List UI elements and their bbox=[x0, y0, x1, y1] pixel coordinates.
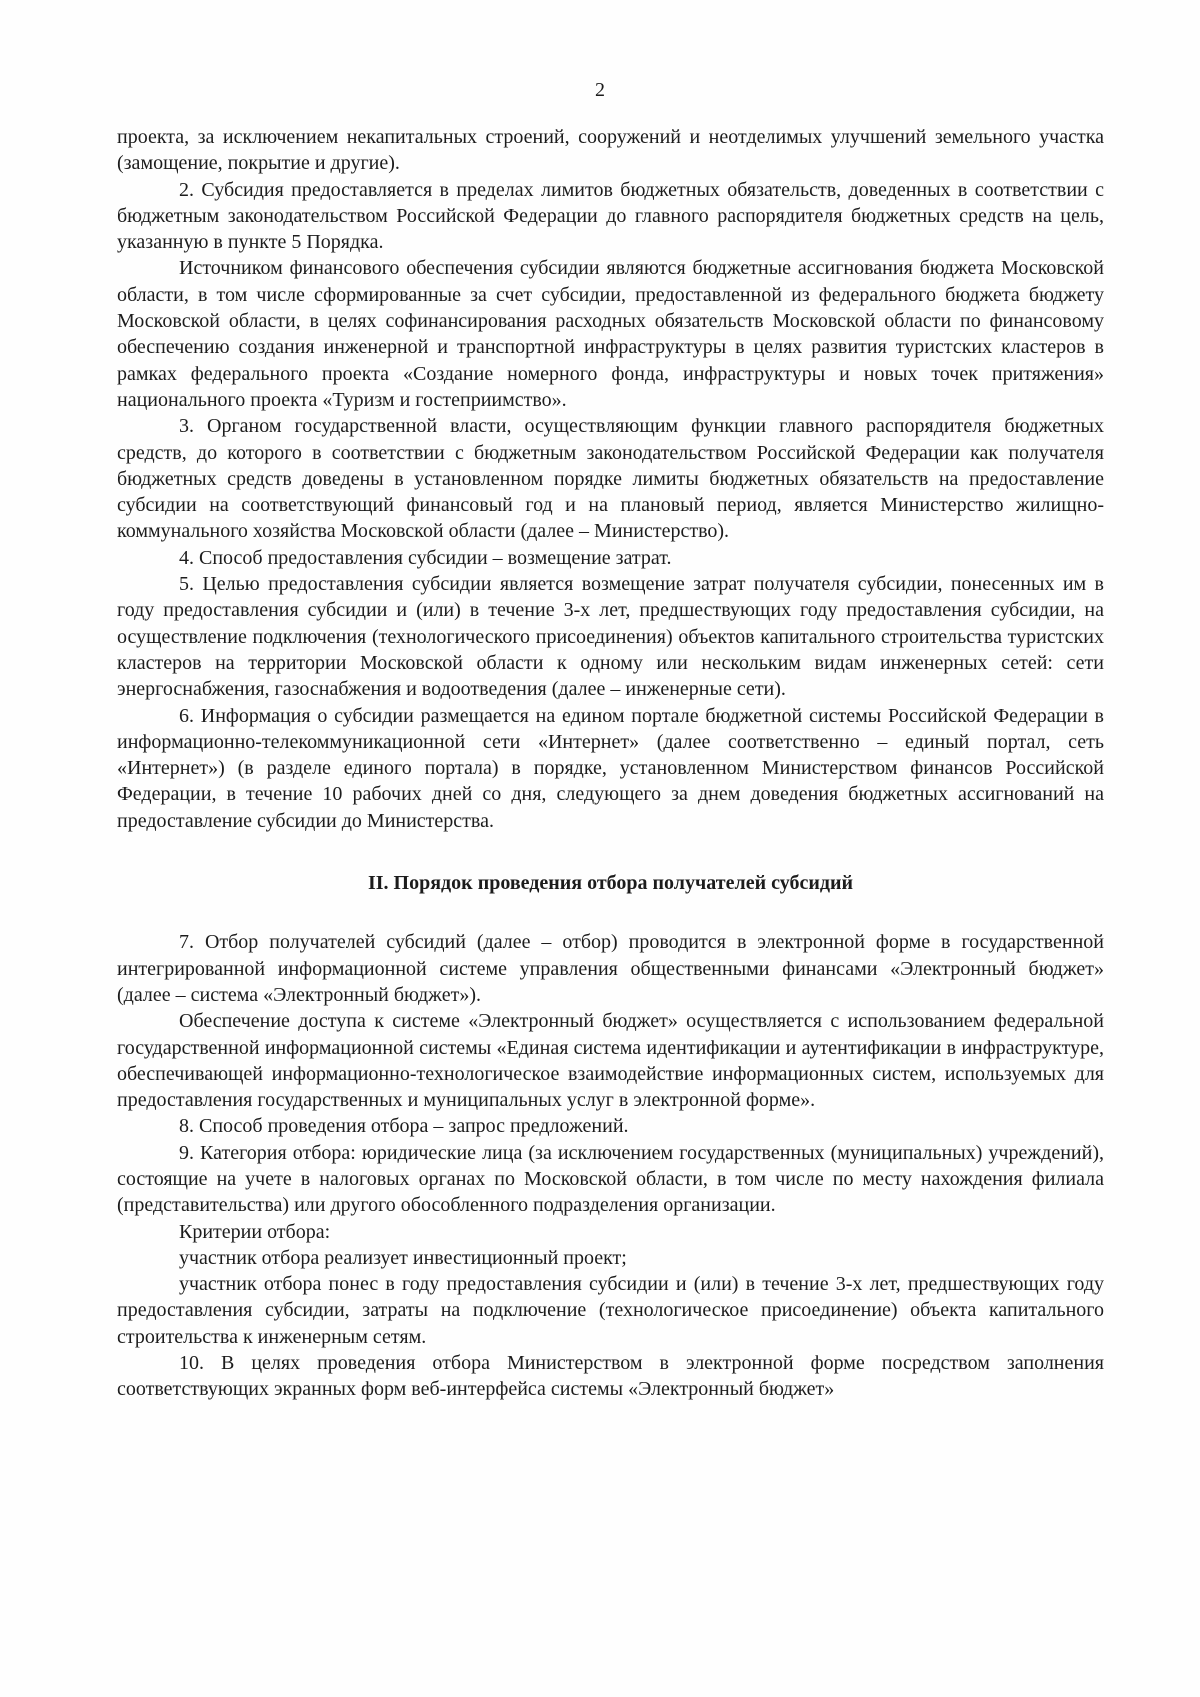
paragraph-5: 5. Целью предоставления субсидии является возмещение затрат получателя субсидии, понесенных им в году предоставления субсидии и (или) в течение 3-х лет, предшествующих году предоставления субсидии, на осуществление подключения (технологического присоединения) объектов капитального строительства туристских кластеров на территории Московской области к одному или нескольким видам инженерных сетей: сети энергоснабжения, газоснабжения и водоотведения (далее – инженерные сети). bbox=[117, 573, 1104, 701]
paragraph-8: 8. Способ проведения отбора – запрос предложений. bbox=[179, 1115, 629, 1138]
paragraph-6: 6. Информация о субсидии размещается на едином портале бюджетной системы Российской Федерации в информационно-телекоммуникационной сети «Интернет» (далее соответственно – единый портал, сеть «Интернет») (в разделе единого портала) в порядке, установленном Министерством финансов Российской Федерации, в течение 10 рабочих дней со дня, следующего за днем доведения бюджетных ассигнований на предоставление субсидии до Министерства. bbox=[117, 704, 1104, 832]
paragraph-access: Обеспечение доступа к системе «Электронный бюджет» осуществляется с использованием федеральной государственной информационной системы «Единая система идентификации и аутентификации в инфраструктуре, обеспечивающей информационно-технологическое взаимодействие информационных систем, используемых для предоставления государственных и муниципальных услуг в электронной форме». bbox=[117, 1010, 1104, 1112]
page-number: 2 bbox=[595, 79, 605, 101]
paragraph-continuation: проекта, за исключением некапитальных строений, сооружений и неотделимых улучшений земельного участка (замощение, покрытие и другие). bbox=[117, 126, 1104, 175]
paragraph-criterion-2: участник отбора понес в году предоставления субсидии и (или) в течение 3-х лет, предшествующих году предоставления субсидии, затраты на подключение (технологическое присоединение) объекта капитального строительства к инженерным сетям. bbox=[117, 1273, 1104, 1348]
section-title: II. Порядок проведения отбора получателей субсидий bbox=[367, 872, 854, 895]
paragraph-10: 10. В целях проведения отбора Министерством в электронной форме посредством заполнения соответствующих экранных форм веб-интерфейса системы «Электронный бюджет» bbox=[117, 1352, 1104, 1401]
paragraph-9: 9. Категория отбора: юридические лица (за исключением государственных (муниципальных) учреждений), состоящие на учете в налоговых органах по Московской области, в том числе по месту нахождения филиала (представительства) или другого обособленного подразделения организации. bbox=[117, 1141, 1104, 1217]
paragraph-2: 2. Субсидия предоставляется в пределах лимитов бюджетных обязательств, доведенных в соответствии с бюджетным законодательством Российской Федерации до главного распорядителя бюджетных средств на цель, указанную в пункте 5 Порядка. bbox=[117, 178, 1104, 254]
paragraph-funding-source: Источником финансового обеспечения субсидии являются бюджетные ассигнования бюджета Московской области, в том числе сформированные за счет субсидии, предоставленной из федерального бюджета бюджету Московской области, в целях софинансирования расходных обязательств Московской области по финансовому обеспечению создания инженерной и транспортной инфраструктуры в целях развития туристских кластеров в рамках федерального проекта «Создание номерного фонда, инфраструктуры и новых точек притяжения» национального проекта «Туризм и гостеприимство». bbox=[117, 257, 1104, 411]
document-body bbox=[117, 124, 1104, 1403]
paragraph-7: 7. Отбор получателей субсидий (далее – отбор) проводится в электронной форме в государственной интегрированной информационной системе управления общественными финансами «Электронный бюджет» (далее – система «Электронный бюджет»). bbox=[117, 931, 1104, 1006]
paragraph-criterion-1: участник отбора реализует инвестиционный проект; bbox=[179, 1246, 627, 1269]
paragraph-3: 3. Органом государственной власти, осуществляющим функции главного распорядителя бюджетных средств, до которого в соответствии с бюджетным законодательством Российской Федерации как получателя бюджетных средств доведены в установленном порядке лимиты бюджетных обязательств на предоставление субсидии на соответствующий финансовый год и на плановый период, является Министерство жилищно-коммунального хозяйства Московской области (далее – Министерство). bbox=[117, 415, 1104, 543]
paragraph-criteria-heading: Критерии отбора: bbox=[179, 1220, 331, 1243]
paragraph-4: 4. Способ предоставления субсидии – возмещение затрат. bbox=[179, 546, 672, 569]
